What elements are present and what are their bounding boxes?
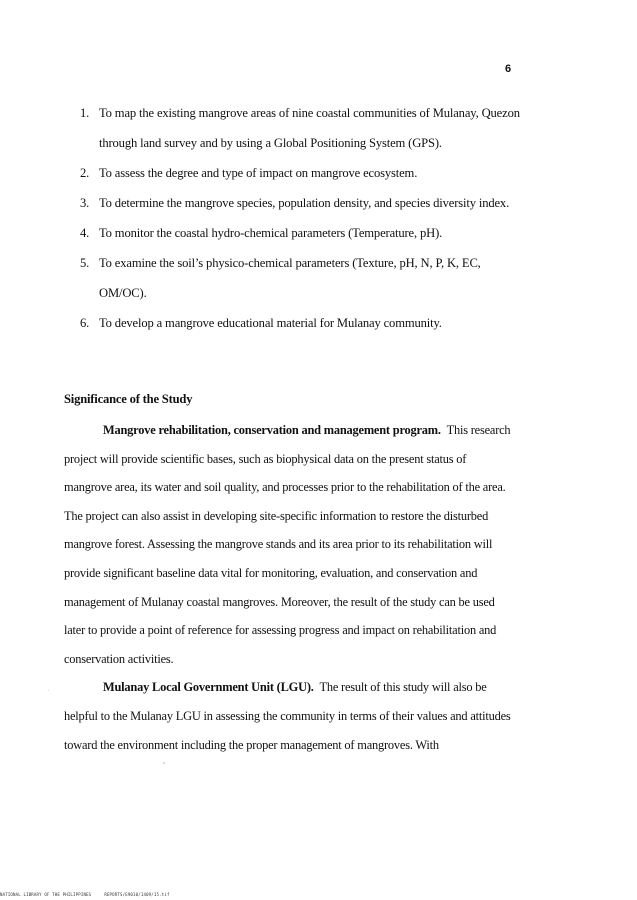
paragraph-text: This research project will provide scientific bases, such as biophysical data on the present status of mangrove area, its water and soil quality, and processes prior to the rehabilitation of the area. The project can also assist in developing site-specific information to restore the disturbed mangrove forest. Assessing the mangrove stands and its area prior to its rehabilitation will provide significant baseline data vital for monitoring, evaluation, and conservation and management of Mulanay coastal mangroves. Moreover, the result of the study can be used later to provide a point of reference for assessing progress and impact on rehabilitation and conservation activities. <box>64 423 511 666</box>
paragraph <box>64 673 512 759</box>
list-item-number: 5. <box>80 256 90 270</box>
list-item-text: To examine the soil’s physico-chemical parameters (Texture, pH, N, P, K, EC, OM/OC). <box>99 256 481 300</box>
list-item-number: 1. <box>80 106 90 120</box>
scan-footer <box>0 892 170 897</box>
scan-code: REPORTS/E9010/1409/15.tif <box>104 892 170 897</box>
list-item-text: To assess the degree and type of impact on mangrove ecosystem. <box>99 166 418 180</box>
list-item-number: 4. <box>80 226 90 240</box>
list-item-text: To map the existing mangrove areas of nine coastal communities of Mulanay, Quezon through land survey and by using a Global Positioning System (GPS). <box>99 106 520 150</box>
paragraph-text: The result of this study will also be helpful to the Mulanay LGU in assessing the community in terms of their values and attitudes toward the environment including the proper management of mangroves. With <box>64 680 511 752</box>
scan-speck <box>48 690 49 691</box>
list-item <box>80 158 520 188</box>
objectives-list <box>80 98 520 338</box>
section-body <box>64 416 512 759</box>
paragraph-run-in-heading: Mangrove rehabilitation, conservation and management program. <box>103 423 441 437</box>
section-heading: Significance of the Study <box>64 392 193 406</box>
list-item <box>80 248 520 308</box>
list-item <box>80 308 520 338</box>
paragraph <box>64 416 512 673</box>
list-item <box>80 188 520 218</box>
list-item-text: To develop a mangrove educational material for Mulanay community. <box>99 316 442 330</box>
list-item-number: 3. <box>80 196 90 210</box>
list-item <box>80 218 520 248</box>
list-item-text: To monitor the coastal hydro-chemical parameters (Temperature, pH). <box>99 226 443 240</box>
list-item <box>80 98 520 158</box>
paragraph-run-in-heading: Mulanay Local Government Unit (LGU). <box>103 680 314 695</box>
library-mark: NATIONAL LIBRARY OF THE PHILIPPINES <box>0 892 92 897</box>
list-item-number: 2. <box>80 166 90 180</box>
page-number: 6 <box>505 63 512 75</box>
list-item-number: 6. <box>80 316 90 330</box>
list-item-text: To determine the mangrove species, population density, and species diversity index. <box>99 196 510 210</box>
scan-speck <box>163 762 165 764</box>
